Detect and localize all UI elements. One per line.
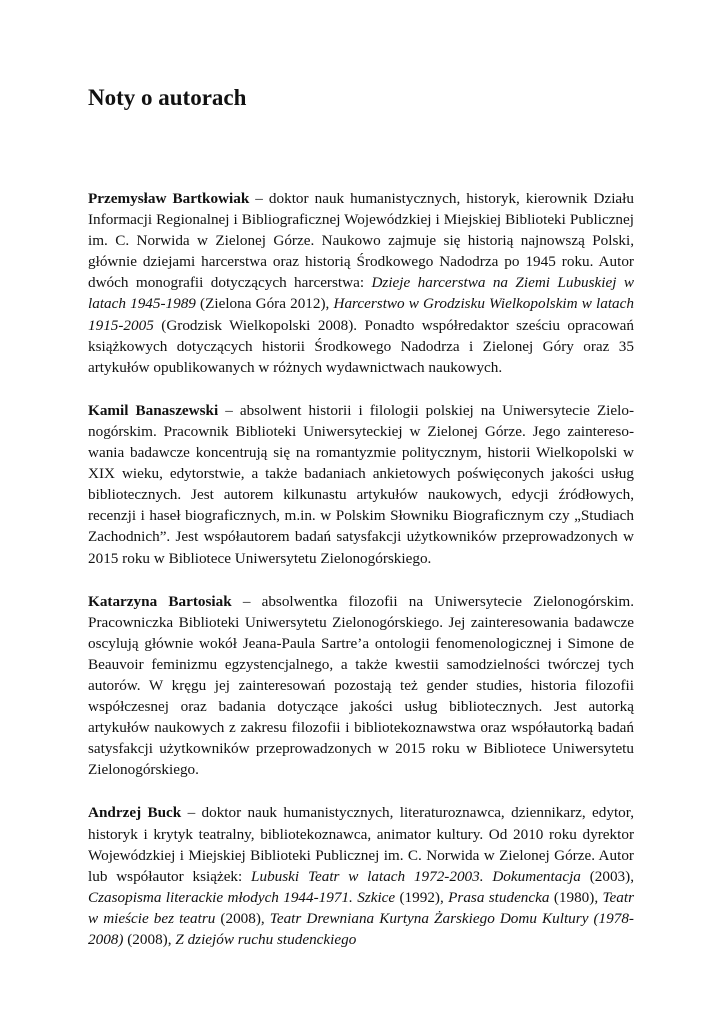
author-name: Andrzej Buck [88, 804, 182, 822]
book-title: Z dziejów ruchu studenckiego [175, 931, 357, 948]
author-bio: Andrzej Buck – doktor nauk humanistycznych, literaturoznawca, dziennikarz, edytor, historyk i krytyk teatralny, bibliotekoznawca, animator kultury. Od 2010 roku dyrektor Wojewódzkiej i Miejskiej Biblioteki Publicznej im. C. Norwida w Zielonej Górze. Autor lub współautor książek: Lubuski Teatr w latach 1972-2003. Dokumentacja (2003), Czasopisma literackie młodych 1944-1971. Szkice (1992), Prasa studencka (1980), Teatr w mieście bez teatru (2008), Teatr Drewniana Kurtyna Żarskiego Domu Kultury (1978-2008) (2008), Z dziejów ruchu studenckiego [88, 804, 635, 948]
author-bio: Przemysław Bartkowiak – doktor nauk humanistycznych, historyk, kierownik Działu Informacji Regionalnej i Bibliograficznej Wojewódzkiej i Miejskiej Biblioteki Publicznej im. C. Norwida w Zielonej Górze. Naukowo zajmuje się historią najnowszą Polski, głównie dziejami harcerstwa oraz historią Środkowego Nadodrza po 1945 roku. Autor dwóch monografii dotyczących harcerstwa: Dzieje harcerstwa na Ziemi Lubuskiej w latach 1945-1989 (Zielona Góra 2012), Harcerstwo w Grodzisku Wielkopolskim w latach 1915-2005 (Grodzisk Wielkopolski 2008). Ponadto współredaktor sześciu opracowań książkowych dotyczących historii Środkowego Nadodrza i Zielonej Góry oraz 35 artykułów opublikowanych w różnych wydawnictwach naukowych. [88, 190, 634, 376]
author-name: Przemysław Bartkowiak [88, 190, 250, 207]
book-title: Czasopisma literackie młodych 1944-1971. Szkice [88, 888, 396, 906]
author-notes [88, 188, 634, 972]
author-name: Kamil Banaszewski [88, 401, 219, 419]
book-title: Prasa studencka [448, 888, 550, 906]
author-name: Katarzyna Bartosiak [88, 592, 232, 610]
book-title: Teatr Drewniana Kurtyna Żarskiego Domu Kultury (1978-2008) [88, 909, 634, 948]
book-title: Lubuski Teatr w latach 1972-2003. Dokumentacja [251, 867, 581, 885]
page-title: Noty o autorach [88, 85, 247, 110]
author-bio: Kamil Banaszewski – absolwent historii i filologii polskiej na Uniwersytecie Zielonogórskim. Pracownik Biblioteki Uniwersyteckiej w Zielonej Górze. Jego zainteresowania badawcze koncentrują się na romantyzmie politycznym, historii Wielkopolski w XIX wieku, edytorstwie, a także badaniach ankietowych poświęconych jakości usług bibliotecznych. Jest autorem kilkunastu artykułów naukowych, edycji źródłowych, recenzji i haseł biograficznych, m.in. w Polskim Słowniku Biograficznym czy „Studiach Zachodnich”. Jest współautorem badań satysfakcji użytkowników przeprowadzonych w 2015 roku w Bibliotece Uniwersytetu Zielonogórskiego. [88, 401, 634, 567]
book-title: Harcerstwo w Grodzisku Wielkopolskim w latach 1915-2005 [88, 295, 634, 334]
book-title: Dzieje harcerstwa na Ziemi Lubuskiej w latach 1945-1989 [88, 274, 634, 313]
author-bio: Katarzyna Bartosiak – absolwentka filozofii na Uniwersytecie Zielonogórskim. Pracowniczka Biblioteki Uniwersytetu Zielonogórskiego. Jej zainteresowania badawcze oscylują głównie wokół Jeana-Paula Sartre’a ontologii fenomenologicznej i Simone de Beauvoir feminizmu egzystencjalnego, a także kwestii samodzielności twórczej tych autorów. W kręgu jej zainteresowań pozostają też gender studies, historia filozofii współczesnej oraz badania dotyczące jakości usług bibliotecznych. Jest autorką artykułów naukowych z zakresu filozofii i bibliotekoznawstwa oraz współautorką badań satysfakcji użytkowników przeprowadzonych w 2015 roku w Bibliotece Uniwersytetu Zielonogórskiego. [88, 592, 634, 779]
book-title: Teatr w mieście bez teatru [88, 888, 634, 927]
